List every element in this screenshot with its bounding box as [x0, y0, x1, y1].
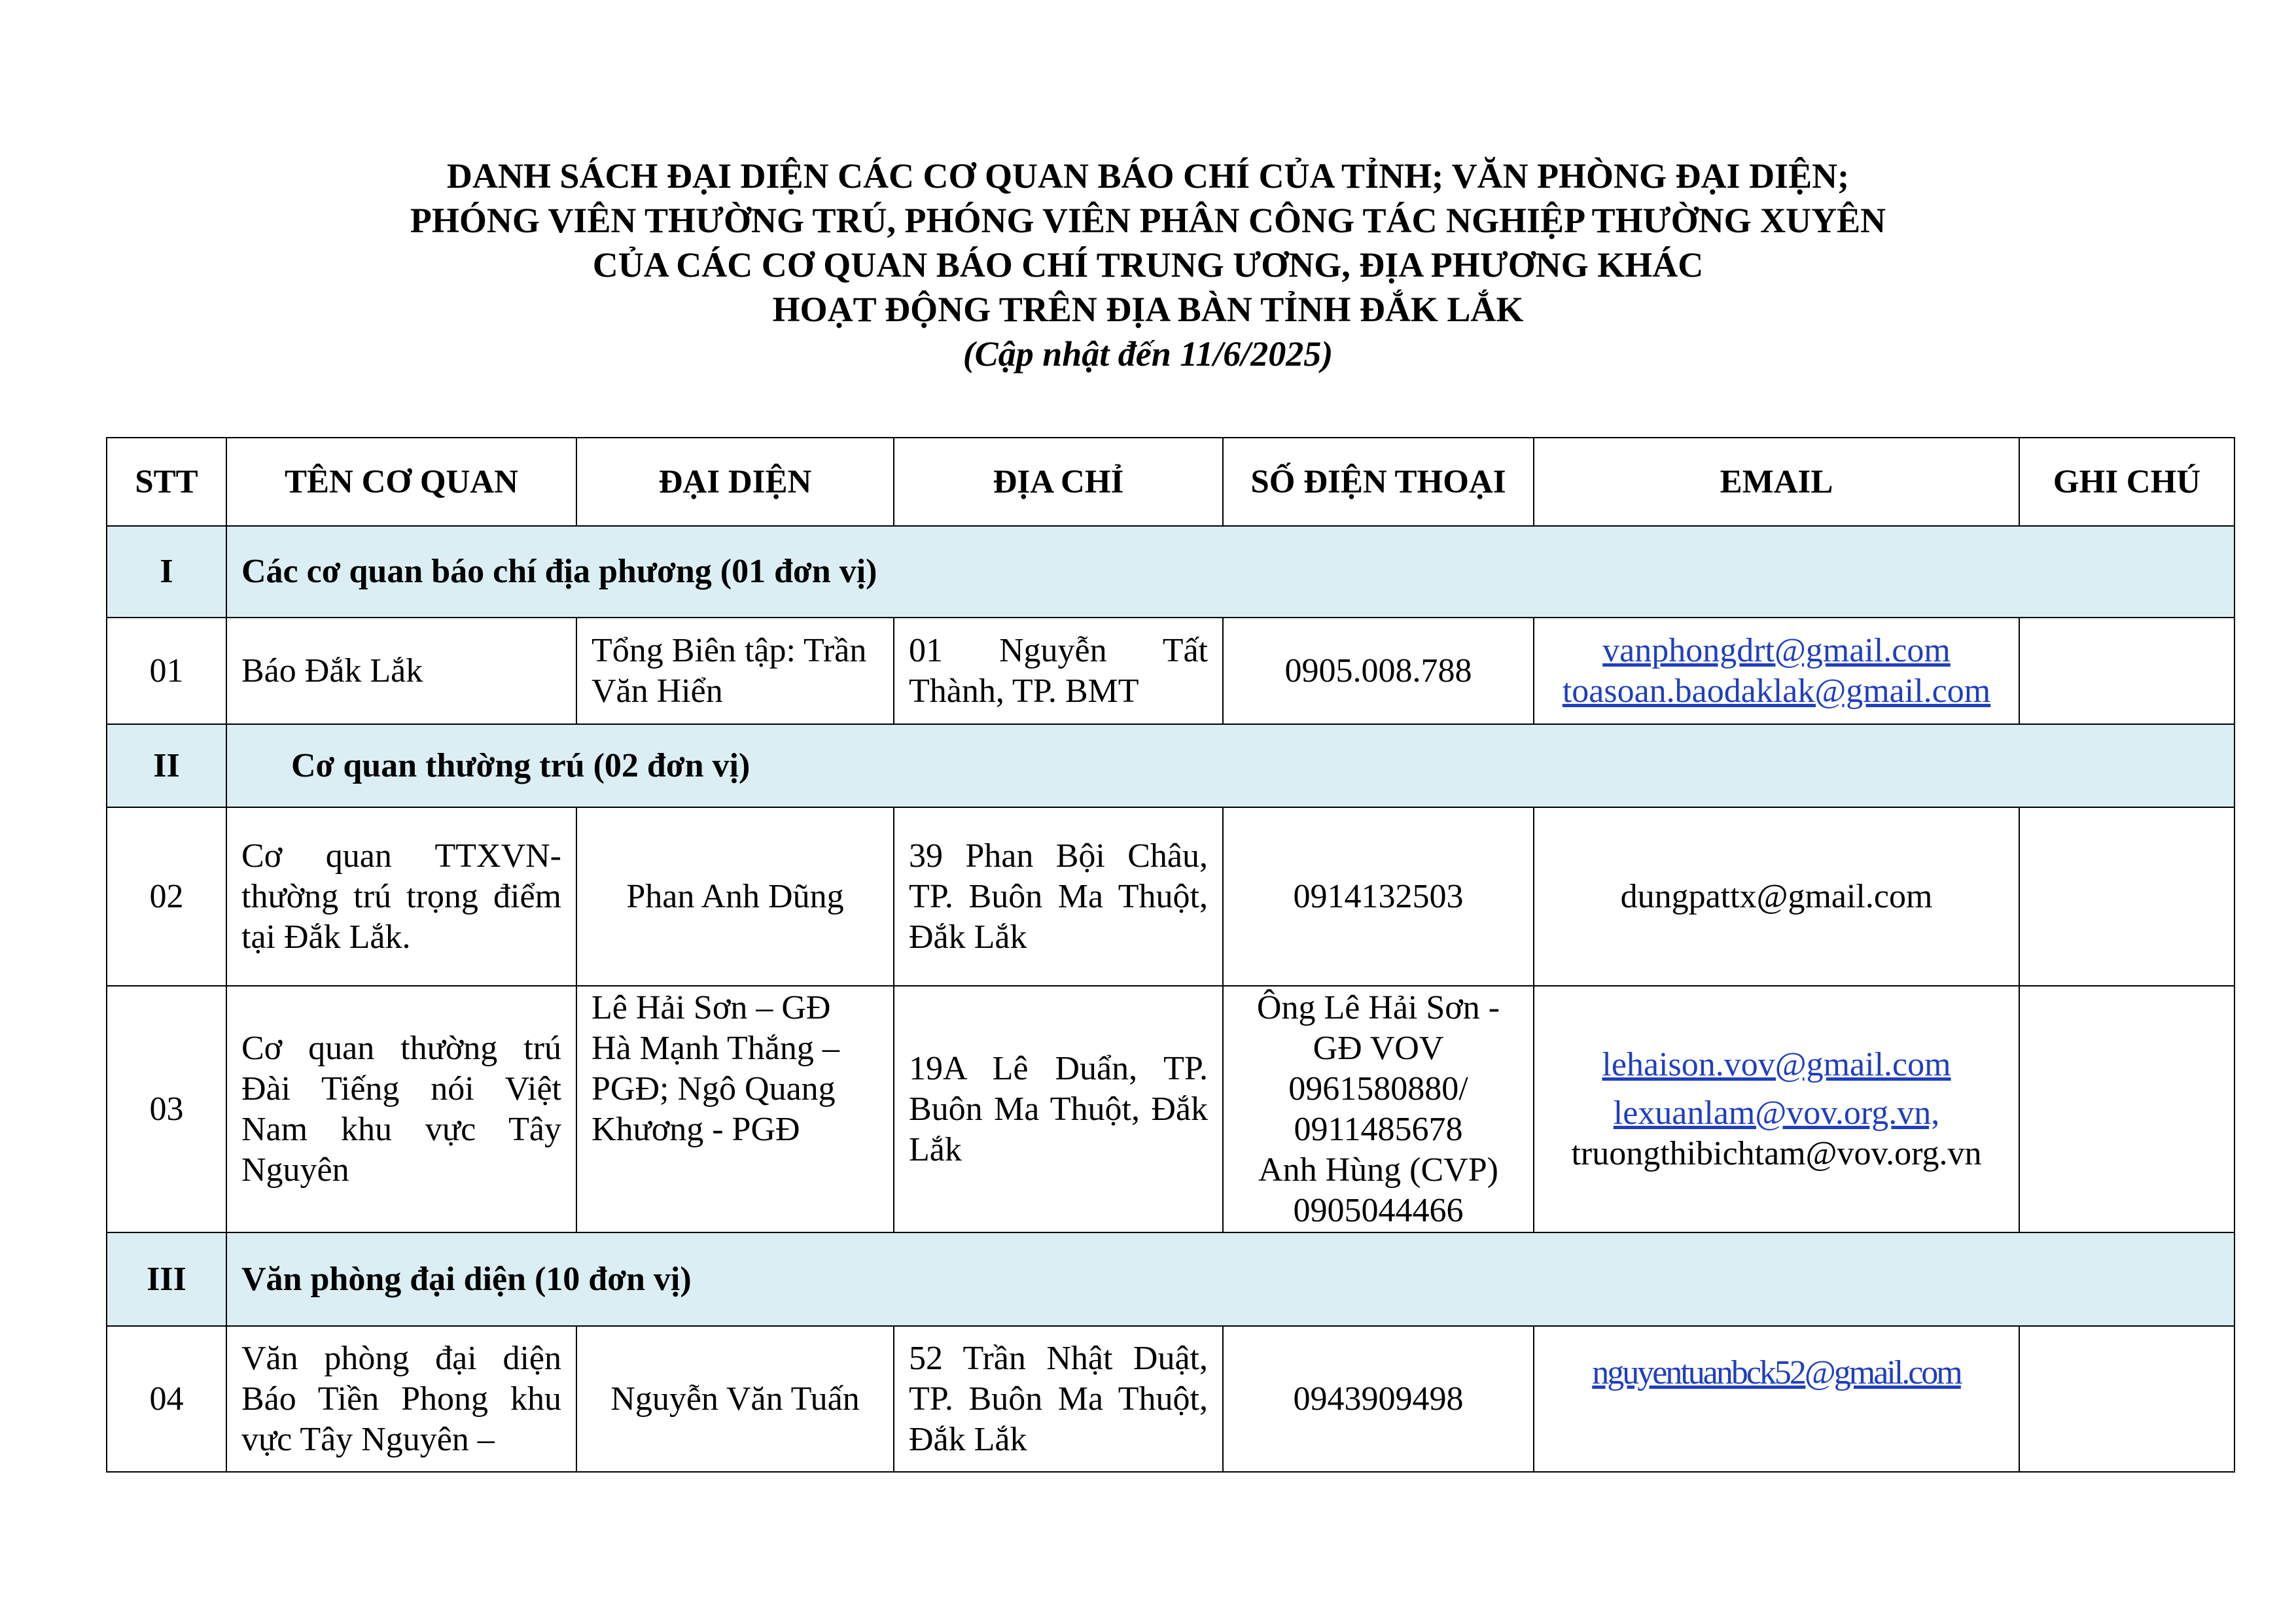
section-title: Văn phòng đại diện (10 đơn vị): [226, 1232, 2234, 1326]
row-address: 01 Nguyễn Tất Thành, TP. BMT: [894, 618, 1223, 724]
col-header-email: EMAIL: [1534, 438, 2019, 526]
row-stt: 03: [107, 986, 226, 1232]
row-agency-name: Báo Đắk Lắk: [226, 618, 576, 724]
col-header-note: GHI CHÚ: [2019, 438, 2234, 526]
phone-line: Ông Lê Hải Sơn -: [1256, 988, 1500, 1026]
heading-line-1: DANH SÁCH ĐẠI DIỆN CÁC CƠ QUAN BÁO CHÍ CỦA TỈNH; VĂN PHÒNG ĐẠI DIỆN;: [446, 156, 1850, 196]
row-representative: Lê Hải Sơn – GĐ Hà Mạnh Thắng – PGĐ; Ngô Quang Khương - PGĐ: [576, 986, 894, 1232]
email-link[interactable]: lehaison.vov@gmail.com: [1602, 1045, 1951, 1083]
row-agency-name: Cơ quan thường trú Đài Tiếng nói Việt Nam khu vực Tây Nguyên: [226, 986, 576, 1232]
row-note: [2019, 807, 2234, 986]
email-link[interactable]: nguyentuanbck52@gmail.com: [1592, 1354, 1961, 1391]
section-title: Các cơ quan báo chí địa phương (01 đơn vị): [226, 526, 2234, 618]
section-title: Cơ quan thường trú (02 đơn vị): [226, 724, 2234, 807]
press-agency-table: [106, 437, 2235, 1473]
row-representative: Phan Anh Dũng: [576, 807, 894, 986]
table-header-row: [107, 438, 2234, 526]
section-number: II: [107, 724, 226, 807]
row-note: [2019, 618, 2234, 724]
row-agency-name: Văn phòng đại diện Báo Tiền Phong khu vực Tây Nguyên –: [226, 1326, 576, 1472]
heading-line-4: HOẠT ĐỘNG TRÊN ĐỊA BÀN TỈNH ĐẮK LẮK: [772, 290, 1524, 329]
phone-line: Anh Hùng (CVP): [1258, 1151, 1498, 1189]
email-link[interactable]: lexuanlam@vov.org.vn,: [1613, 1094, 1940, 1132]
section-row: [107, 1232, 2234, 1326]
col-header-stt: STT: [107, 438, 226, 526]
table-row: [107, 807, 2234, 986]
row-email: [1534, 986, 2019, 1232]
table-row: [107, 618, 2234, 724]
row-address: 39 Phan Bội Châu, TP. Buôn Ma Thuột, Đắk Lắk: [894, 807, 1223, 986]
heading-line-2: PHÓNG VIÊN THƯỜNG TRÚ, PHÓNG VIÊN PHÂN CÔNG TÁC NGHIỆP THƯỜNG XUYÊN: [410, 201, 1886, 240]
row-representative: Tổng Biên tập: Trần Văn Hiển: [576, 618, 894, 724]
row-stt: 02: [107, 807, 226, 986]
email-link[interactable]: toasoan.baodaklak@gmail.com: [1562, 672, 1991, 710]
row-email: [1534, 618, 2019, 724]
row-stt: 01: [107, 618, 226, 724]
row-note: [2019, 986, 2234, 1232]
section-number: I: [107, 526, 226, 618]
row-address: 19A Lê Duẩn, TP. Buôn Ma Thuột, Đắk Lắk: [894, 986, 1223, 1232]
section-row: [107, 724, 2234, 807]
email-text: truongthibichtam@vov.org.vn: [1571, 1134, 1982, 1172]
phone-line: GĐ VOV: [1313, 1029, 1444, 1067]
table-row: [107, 1326, 2234, 1472]
row-agency-name: Cơ quan TTXVN-thường trú trọng điểm tại Đắk Lắk.: [226, 807, 576, 986]
section-number: III: [107, 1232, 226, 1326]
row-phone: 0943909498: [1223, 1326, 1534, 1472]
col-header-name: TÊN CƠ QUAN: [226, 438, 576, 526]
row-address: 52 Trần Nhật Duật, TP. Buôn Ma Thuột, Đắk Lắk: [894, 1326, 1223, 1472]
col-header-address: ĐỊA CHỈ: [894, 438, 1223, 526]
table-row: [107, 986, 2234, 1232]
row-email: [1534, 1326, 2019, 1472]
email-text: dungpattx@gmail.com: [1620, 877, 1933, 915]
col-header-phone: SỐ ĐIỆN THOẠI: [1223, 438, 1534, 526]
email-link[interactable]: vanphongdrt@gmail.com: [1602, 631, 1951, 669]
row-phone: 0914132503: [1223, 807, 1534, 986]
row-stt: 04: [107, 1326, 226, 1472]
section-row: [107, 526, 2234, 618]
phone-line: 0911485678: [1294, 1110, 1463, 1148]
row-representative: Nguyễn Văn Tuấn: [576, 1326, 894, 1472]
row-email: [1534, 807, 2019, 986]
document-heading: [0, 154, 2296, 376]
email-text: [1549, 1093, 2004, 1134]
phone-line: 0905044466: [1293, 1191, 1464, 1229]
row-note: [2019, 1326, 2234, 1472]
phone-line: 0961580880/: [1288, 1070, 1468, 1108]
row-phone: [1223, 986, 1534, 1232]
col-header-representative: ĐẠI DIỆN: [576, 438, 894, 526]
row-phone: 0905.008.788: [1223, 618, 1534, 724]
update-date: (Cập nhật đến 11/6/2025): [963, 334, 1333, 374]
heading-line-3: CỦA CÁC CƠ QUAN BÁO CHÍ TRUNG ƯƠNG, ĐỊA PHƯƠNG KHÁC: [592, 245, 1704, 285]
